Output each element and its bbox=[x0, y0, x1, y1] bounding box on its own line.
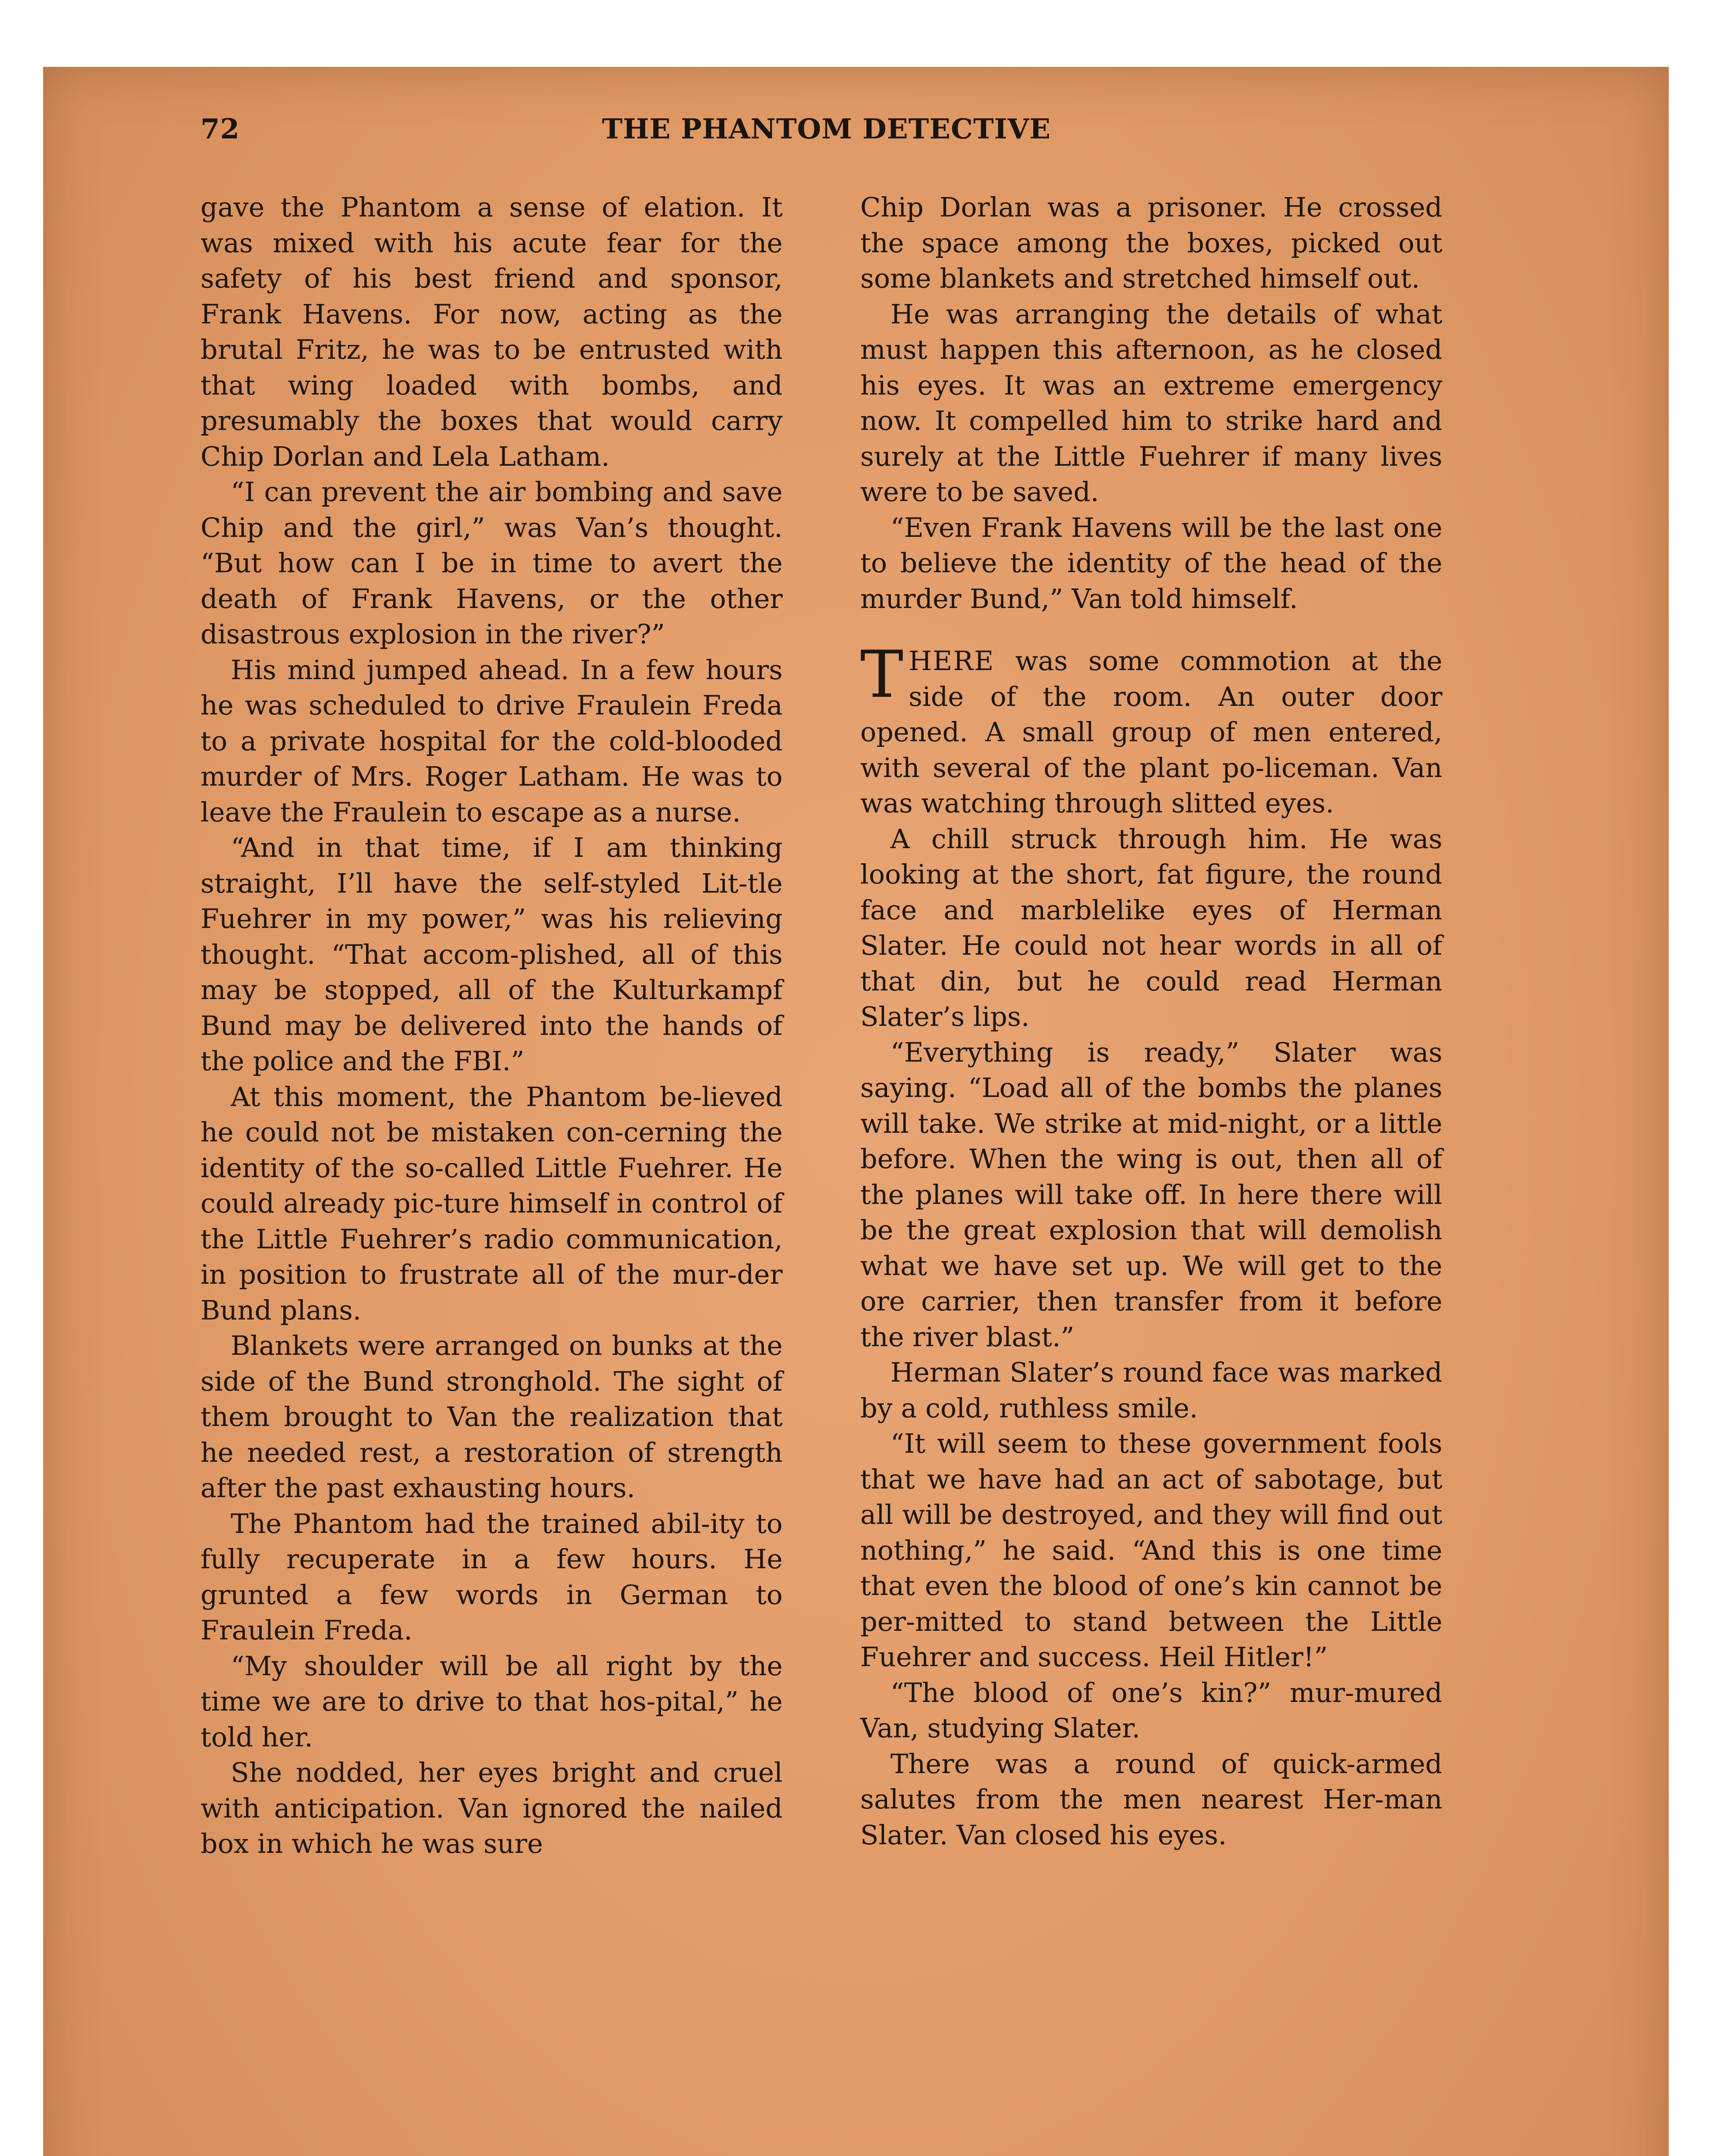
paragraph: “Even Frank Havens will be the last one to believe the identity of the head of the murder Bund,” Van told himself. bbox=[860, 511, 1442, 614]
left-column bbox=[201, 190, 783, 1862]
section-opening-paragraph bbox=[860, 637, 1442, 821]
paragraph: “And in that time, if I am thinking straight, I’ll have the self-styled Lit-tle Fuehrer in my power,” was his relieving thought. “That accom-plished, all of this may be stopped, all of the Kulturkampf Bund may be delivered into the hands of the police and the FBI.” bbox=[201, 832, 783, 1077]
paragraph: Chip Dorlan was a prisoner. He crossed the space among the boxes, picked out some blankets and stretched himself out. bbox=[860, 191, 1442, 294]
page-header bbox=[201, 113, 1452, 156]
paragraph: “I can prevent the air bombing and save Chip and the girl,” was Van’s thought. “But how can I be in time to avert the death of Frank Havens, or the other disastrous explosion in the river?” bbox=[201, 476, 783, 650]
paragraph-text: was some commotion at the side of the room. An outer door opened. A small group of men entered, with several of the plant po-liceman. Van was watching through slitted eyes. bbox=[860, 645, 1442, 819]
paragraph: His mind jumped ahead. In a few hours he was scheduled to drive Fraulein Freda to a private hospital for the cold-blooded murder of Mrs. Roger Latham. He was to leave the Fraulein to escape as a nurse. bbox=[201, 654, 783, 828]
paragraph: Blankets were arranged on bunks at the side of the Bund stronghold. The sight of them brought to Van the realization that he needed rest, a restoration of strength after the past exhausting hours. bbox=[201, 1330, 783, 1504]
page-number: 72 bbox=[201, 113, 240, 145]
paragraph: “Everything is ready,” Slater was saying. “Load all of the bombs the planes will take. We strike at mid-night, or a little before. When the wing is out, then all of the planes will take off. In here there will be the great explosion that will demolish what we have set up. We will get to the ore carrier, then transfer from it before the river blast.” bbox=[860, 1036, 1442, 1353]
paragraph: There was a round of quick-armed salutes from the men nearest Her-man Slater. Van closed his eyes. bbox=[860, 1748, 1442, 1851]
paragraph: He was arranging the details of what must happen this afternoon, as he closed his eyes. It was an extreme emergency now. It compelled him to strike hard and surely at the Little Fuehrer if many lives were to be saved. bbox=[860, 298, 1442, 508]
paragraph: At this moment, the Phantom be-lieved he could not be mistaken con-cerning the identity of the so-called Little Fuehrer. He could already pic-ture himself in control of the Little Fuehrer’s radio communication, in position to frustrate all of the mur-der Bund plans. bbox=[201, 1081, 783, 1326]
paragraph: “The blood of one’s kin?” mur-mured Van, studying Slater. bbox=[860, 1677, 1442, 1744]
paragraph: Herman Slater’s round face was marked by a cold, ruthless smile. bbox=[860, 1357, 1442, 1424]
running-head: THE PHANTOM DETECTIVE bbox=[602, 113, 1051, 145]
section-first-word: HERE bbox=[909, 645, 995, 677]
paragraph: gave the Phantom a sense of elation. It was mixed with his acute fear for the safety of his best friend and sponsor, Frank Havens. For now, acting as the brutal Fritz, he was to be entrusted with that wing loaded with bombs, and presumably the boxes that would carry Chip Dorlan and Lela Latham. bbox=[201, 191, 783, 472]
right-column bbox=[860, 190, 1442, 1853]
paragraph: “My shoulder will be all right by the time we are to drive to that hos-pital,” he told her. bbox=[201, 1650, 783, 1753]
paragraph: The Phantom had the trained abil-ity to fully recuperate in a few hours. He grunted a few words in German to Fraulein Freda. bbox=[201, 1507, 783, 1646]
paragraph: A chill struck through him. He was looking at the short, fat figure, the round face and marblelike eyes of Herman Slater. He could not hear words in all of that din, but he could read Herman Slater’s lips. bbox=[860, 823, 1442, 1032]
paragraph: She nodded, her eyes bright and cruel with anticipation. Van ignored the nailed box in which he was sure bbox=[201, 1757, 783, 1859]
paragraph: “It will seem to these government fools that we have had an act of sabotage, but all will be destroyed, and they will find out nothing,” he said. “And this is one time that even the blood of one’s kin cannot be per-mitted to stand between the Little Fuehrer and success. Heil Hitler!” bbox=[860, 1428, 1442, 1673]
drop-cap: T bbox=[860, 637, 904, 712]
